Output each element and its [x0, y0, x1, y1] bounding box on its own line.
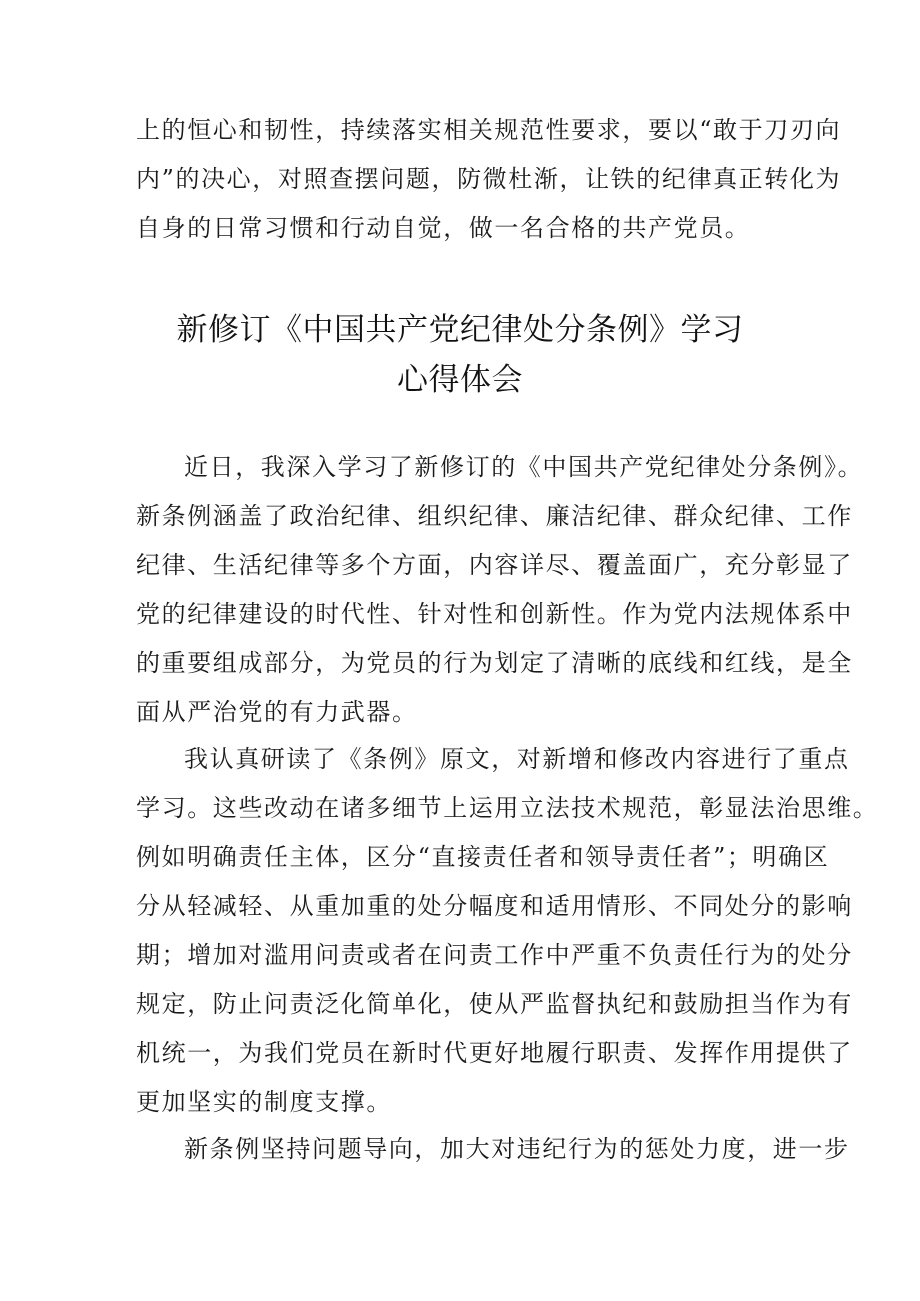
paragraph-3-line-1: 新条例坚持问题导向，加大对违纪行为的惩处力度，进一步 — [184, 1135, 850, 1163]
paragraph-2-line-7: 机统一，为我们党员在新时代更好地履行职责、发挥作用提供了 — [136, 1039, 853, 1067]
paragraph-2-line-5: 期；增加对滥用问责或者在问责工作中严重不负责任行为的处分 — [136, 941, 853, 969]
top-paragraph-line-1: 上的恒心和韧性，持续落实相关规范性要求，要以“敢于刀刃向 — [136, 116, 842, 144]
paragraph-1-line-5: 的重要组成部分，为党员的行为划定了清晰的底线和红线，是全 — [136, 649, 853, 677]
paragraph-2-line-8: 更加坚实的制度支撑。 — [136, 1088, 392, 1116]
paragraph-2-line-6: 规定，防止问责泛化简单化，使从严监督执纪和鼓励担当作为有 — [136, 990, 853, 1018]
paragraph-1-line-1: 近日，我深入学习了新修订的《中国共产党纪律处分条例》。 — [184, 453, 864, 481]
paragraph-1-line-4: 党的纪律建设的时代性、针对性和创新性。作为党内法规体系中 — [136, 600, 853, 628]
paragraph-2-line-3: 例如明确责任主体，区分“直接责任者和领导责任者”；明确区 — [136, 843, 830, 871]
article-title-line-1: 新修订《中国共产党纪律处分条例》学习 — [176, 312, 744, 348]
top-paragraph-line-2: 内”的决心，对照查摆问题，防微杜渐，让铁的纪律真正转化为 — [136, 165, 842, 193]
paragraph-2-line-4: 分从轻减轻、从重加重的处分幅度和适用情形、不同处分的影响 — [136, 892, 853, 920]
paragraph-2-line-1: 我认真研读了《条例》原文，对新增和修改内容进行了重点 — [184, 745, 850, 773]
paragraph-1-line-3: 纪律、生活纪律等多个方面，内容详尽、覆盖面广，充分彰显了 — [136, 551, 853, 579]
paragraph-1-line-6: 面从严治党的有力武器。 — [136, 698, 418, 726]
paragraph-2-line-2: 学习。这些改动在诸多细节上运用立法技术规范，彰显法治思维。 — [136, 794, 879, 822]
paragraph-1-line-2: 新条例涵盖了政治纪律、组织纪律、廉洁纪律、群众纪律、工作 — [136, 502, 853, 530]
top-paragraph-line-3: 自身的日常习惯和行动自觉，做一名合格的共产党员。 — [136, 214, 751, 242]
article-title-line-2: 心得体会 — [397, 362, 523, 398]
